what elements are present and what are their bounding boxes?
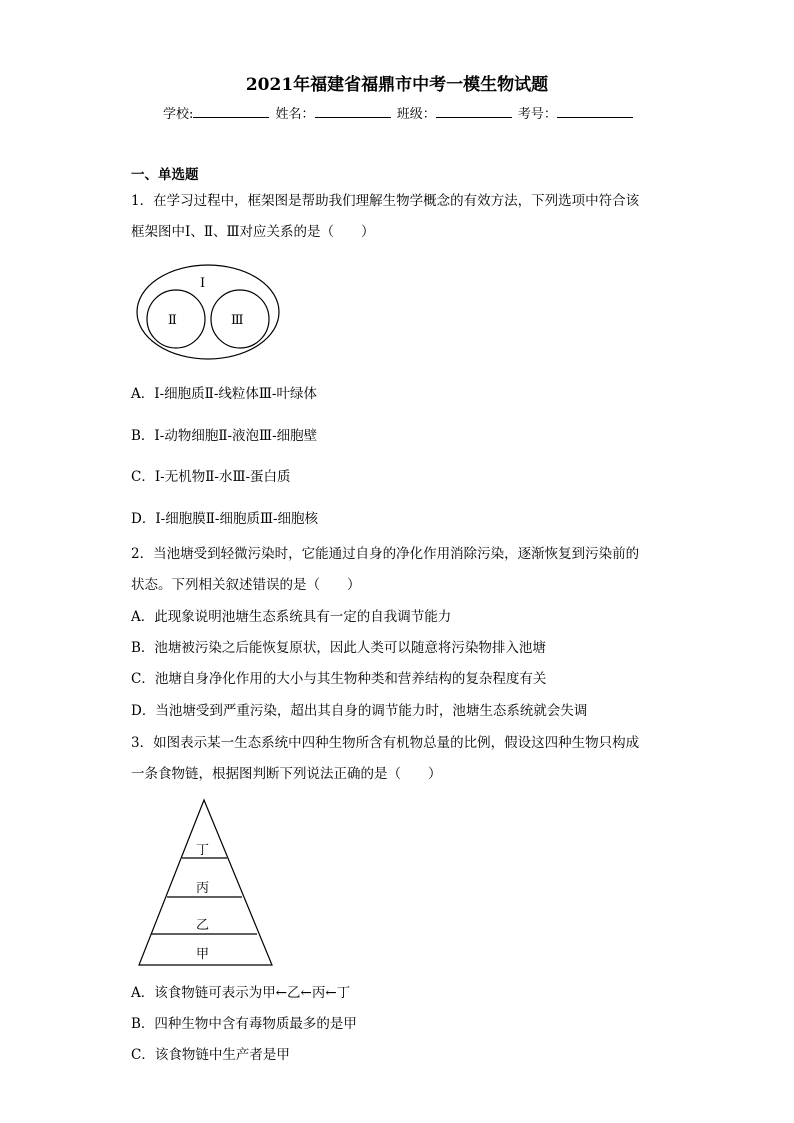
q2-option-c[interactable]: C．池塘自身净化作用的大小与其生物种类和营养结构的复杂程度有关	[131, 671, 547, 687]
q1-option-d[interactable]: D．Ⅰ-细胞膜Ⅱ-细胞质Ⅲ-细胞核	[131, 511, 319, 527]
q2-option-a[interactable]: A．此现象说明池塘生态系统具有一定的自我调节能力	[131, 609, 452, 625]
q1-venn-diagram	[134, 262, 284, 364]
q2-option-b[interactable]: B．池塘被污染之后能恢复原状，因此人类可以随意将污染物排入池塘	[131, 640, 546, 656]
q3-option-a[interactable]: A．该食物链可表示为甲←乙←丙←丁	[131, 985, 351, 1001]
pyramid-level-ding: 丁	[196, 843, 210, 858]
q3-option-c[interactable]: C．该食物链中生产者是甲	[131, 1047, 290, 1063]
q3-stem-line-1: 3．如图表示某一生态系统中四种生物所含有机物总量的比例，假设这四种生物只构成	[131, 735, 640, 751]
class-blank[interactable]	[436, 105, 512, 118]
exam-number-label: 考号：	[517, 107, 557, 122]
class-label: 班级：	[396, 107, 436, 122]
label-outer: Ⅰ	[200, 276, 206, 291]
school-label: 学校:	[163, 107, 194, 122]
name-blank[interactable]	[315, 105, 391, 118]
page-title: 2021年福建省福鼎市中考一模生物试题	[245, 75, 549, 95]
pyramid-level-yi: 乙	[196, 918, 210, 933]
section-heading: 一、单选题	[131, 167, 199, 183]
q2-stem-line-1: 2．当池塘受到轻微污染时，它能通过自身的净化作用消除污染，逐渐恢复到污染前的	[131, 546, 640, 562]
q1-stem-line-2: 框架图中Ⅰ、Ⅱ、Ⅲ对应关系的是（ ）	[131, 224, 375, 240]
q2-stem-line-2: 状态。下列相关叙述错误的是（ ）	[131, 577, 361, 593]
q3-stem-line-2: 一条食物链，根据图判断下列说法正确的是（ ）	[131, 766, 442, 782]
label-left: Ⅱ	[168, 313, 177, 328]
exam-number-blank[interactable]	[557, 105, 633, 118]
label-right: Ⅲ	[231, 313, 244, 328]
pyramid-level-jia: 甲	[196, 947, 210, 962]
pyramid-level-bing: 丙	[196, 881, 210, 896]
q1-option-c[interactable]: C．Ⅰ-无机物Ⅱ-水Ⅲ-蛋白质	[131, 469, 291, 485]
outer-ellipse	[137, 265, 279, 359]
school-blank[interactable]	[193, 105, 269, 118]
name-label: 姓名：	[275, 107, 315, 122]
q2-option-d[interactable]: D．当池塘受到严重污染，超出其自身的调节能力时，池塘生态系统就会失调	[131, 703, 588, 719]
student-info-line	[163, 103, 635, 122]
q3-option-b[interactable]: B．四种生物中含有毒物质最多的是甲	[131, 1016, 357, 1032]
q1-stem-line-1: 1．在学习过程中，框架图是帮助我们理解生物学概念的有效方法，下列选项中符合该	[131, 193, 640, 209]
q3-pyramid-diagram	[136, 797, 276, 969]
q1-option-a[interactable]: A．Ⅰ-细胞质Ⅱ-线粒体Ⅲ-叶绿体	[131, 386, 317, 402]
q1-option-b[interactable]: B．Ⅰ-动物细胞Ⅱ-液泡Ⅲ-细胞壁	[131, 428, 318, 444]
